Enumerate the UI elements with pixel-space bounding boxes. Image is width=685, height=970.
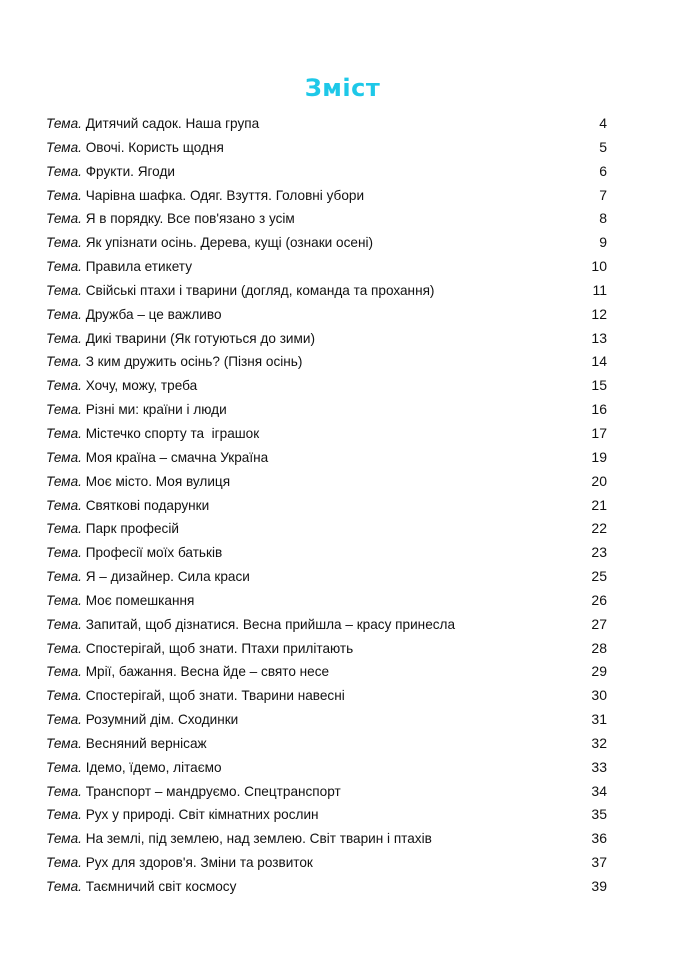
toc-entry-text: Овочі. Користь щодня — [81, 139, 224, 155]
toc-entry-text: Святкові подарунки — [81, 497, 210, 513]
toc-entry — [46, 589, 607, 613]
toc-entry-title — [46, 637, 583, 661]
toc-entry-text: Дружба – це важливо — [81, 306, 222, 322]
toc-entry-page-number: 15 — [591, 377, 607, 394]
toc-entry-prefix: Тема. — [46, 187, 82, 203]
toc-entry-title — [46, 446, 583, 470]
toc-entry-prefix: Тема. — [46, 211, 82, 227]
toc-entry-text: Моє місто. Моя вулиця — [81, 473, 231, 489]
toc-entry-title — [46, 780, 583, 804]
toc-entry-prefix: Тема. — [46, 569, 82, 585]
toc-entry-text: Моя країна – смачна Україна — [81, 449, 269, 465]
toc-entry — [46, 613, 607, 637]
toc-entry-page-number: 11 — [592, 281, 607, 298]
toc-entry-text: Містечко спорту та іграшок — [81, 425, 260, 441]
toc-entry-page-number: 36 — [591, 830, 607, 847]
toc-entry — [46, 255, 607, 279]
toc-entry — [46, 756, 607, 780]
toc-entry-text: Різні ми: країни і люди — [81, 402, 227, 418]
toc-entry — [46, 112, 607, 136]
toc-entry-prefix: Тема. — [46, 640, 82, 656]
toc-entry-title — [46, 613, 583, 637]
toc-entry-title — [46, 803, 583, 827]
toc-entry-text: Як упізнати осінь. Дерева, кущі (ознаки осені) — [81, 235, 374, 251]
toc-entry-prefix: Тема. — [46, 306, 82, 322]
toc-entry-title — [46, 827, 583, 851]
toc-entry-prefix: Тема. — [46, 521, 82, 537]
toc-entry — [46, 470, 607, 494]
toc-entry-title — [46, 303, 583, 327]
toc-entry-page-number: 14 — [591, 353, 607, 370]
toc-entry-title — [46, 589, 583, 613]
toc-entry — [46, 827, 607, 851]
toc-entry-text: Фрукти. Ягоди — [81, 163, 175, 179]
toc-entry-title — [46, 517, 583, 541]
toc-entry — [46, 184, 607, 208]
toc-entry — [46, 732, 607, 756]
toc-entry-page-number: 8 — [599, 210, 607, 227]
toc-entry-prefix: Тема. — [46, 545, 82, 561]
toc-entry-prefix: Тема. — [46, 688, 82, 704]
toc-entry-page-number: 37 — [591, 854, 607, 871]
toc-entry-prefix: Тема. — [46, 616, 82, 632]
toc-entry-text: Дикі тварини (Як готуються до зими) — [81, 330, 315, 346]
toc-entry — [46, 231, 607, 255]
toc-entry-title — [46, 851, 583, 875]
toc-entry-title — [46, 184, 583, 208]
toc-entry-text: Хочу, можу, треба — [81, 378, 198, 394]
toc-entry — [46, 684, 607, 708]
toc-entry-page-number: 22 — [591, 520, 607, 537]
toc-entry-prefix: Тема. — [46, 402, 82, 418]
toc-entry-page-number: 17 — [591, 424, 607, 441]
toc-entry-text: Розумний дім. Сходинки — [81, 712, 239, 728]
toc-entry — [46, 207, 607, 231]
toc-entry-text: Ідемо, їдемо, літаємо — [81, 759, 222, 775]
toc-entry-text: Парк професій — [81, 521, 179, 537]
toc-entry-page-number: 5 — [599, 138, 607, 155]
toc-entry — [46, 327, 607, 351]
toc-entry-page-number: 25 — [591, 568, 607, 585]
toc-entry-prefix: Тема. — [46, 855, 82, 871]
toc-entry-prefix: Тема. — [46, 139, 82, 155]
toc-entry-title — [46, 255, 583, 279]
toc-entry-prefix: Тема. — [46, 664, 82, 680]
toc-entry — [46, 160, 607, 184]
toc-entry-page-number: 16 — [591, 401, 607, 418]
toc-entry-text: Професії моїх батьків — [81, 545, 223, 561]
toc-entry-text: Мрії, бажання. Весна йде – свято несе — [81, 664, 330, 680]
toc-entry-title — [46, 279, 583, 303]
toc-entry-title — [46, 136, 583, 160]
toc-entry — [46, 422, 607, 446]
toc-entry-prefix: Тема. — [46, 259, 82, 275]
toc-entry-page-number: 30 — [591, 687, 607, 704]
toc-entry-text: Рух у природі. Світ кімнатних рослин — [81, 807, 319, 823]
toc-entry-prefix: Тема. — [46, 473, 82, 489]
toc-entry — [46, 374, 607, 398]
page-title: Зміст — [304, 74, 381, 102]
toc-entry — [46, 303, 607, 327]
toc-entry — [46, 136, 607, 160]
toc-entry-page-number: 12 — [591, 305, 607, 322]
toc-entry-title — [46, 708, 583, 732]
toc-entry-prefix: Тема. — [46, 807, 82, 823]
toc-entry — [46, 637, 607, 661]
toc-entry-page-number: 19 — [591, 448, 607, 465]
toc-entry-title — [46, 374, 583, 398]
toc-entry-text: Рух для здоров'я. Зміни та розвиток — [81, 855, 313, 871]
toc-entry-text: Я – дизайнер. Сила краси — [81, 569, 250, 585]
toc-entry-page-number: 29 — [591, 663, 607, 680]
toc-entry — [46, 708, 607, 732]
toc-entry-title — [46, 565, 583, 589]
toc-entry-title — [46, 470, 583, 494]
toc-entry-title — [46, 732, 583, 756]
toc-entry — [46, 446, 607, 470]
toc-entry-text: Запитай, щоб дізнатися. Весна прийшла – красу принесла — [81, 616, 456, 632]
toc-entry-title — [46, 756, 583, 780]
toc-entry-page-number: 35 — [591, 806, 607, 823]
toc-entry — [46, 398, 607, 422]
toc-entry-title — [46, 541, 583, 565]
toc-entry-text: Свійські птахи і тварини (догляд, команда та прохання) — [81, 282, 435, 298]
toc-entry-title — [46, 160, 583, 184]
toc-entry-text: Спостерігай, щоб знати. Тварини навесні — [81, 688, 345, 704]
toc-entry-title — [46, 231, 583, 255]
toc-entry-page-number: 33 — [591, 758, 607, 775]
toc-entry-page-number: 23 — [591, 544, 607, 561]
toc-entry-prefix: Тема. — [46, 425, 82, 441]
toc-entry-page-number: 20 — [591, 472, 607, 489]
toc-entry-title — [46, 112, 583, 136]
toc-entry-prefix: Тема. — [46, 783, 82, 799]
toc-entry-page-number: 34 — [591, 782, 607, 799]
toc-entry — [46, 660, 607, 684]
toc-entry-text: Чарівна шафка. Одяг. Взуття. Головні убори — [81, 187, 365, 203]
toc-entry-prefix: Тема. — [46, 879, 82, 894]
toc-entry-page-number: 31 — [591, 711, 607, 728]
toc-entry-prefix: Тема. — [46, 163, 82, 179]
toc-entry-text: З ким дружить осінь? (Пізня осінь) — [81, 354, 303, 370]
toc-entry — [46, 279, 607, 303]
toc-entry-prefix: Тема. — [46, 735, 82, 751]
toc-entry-prefix: Тема. — [46, 378, 82, 394]
toc-entry — [46, 565, 607, 589]
toc-entry-page-number: 9 — [599, 234, 607, 251]
toc-entry-title — [46, 327, 583, 351]
toc-entry-title — [46, 207, 583, 231]
toc-entry-text: Правила етикету — [81, 259, 192, 275]
toc-entry — [46, 780, 607, 804]
toc-entry-prefix: Тема. — [46, 116, 82, 131]
toc-entry-prefix: Тема. — [46, 354, 82, 370]
toc-entry-title — [46, 350, 583, 374]
toc-entry-page-number: 26 — [591, 591, 607, 608]
toc-entry-text: Транспорт – мандруємо. Спецтранспорт — [81, 783, 341, 799]
toc-entry — [46, 541, 607, 565]
toc-entry-title — [46, 398, 583, 422]
toc-entry-page-number: 27 — [591, 615, 607, 632]
toc-entry-text: Моє помешкання — [81, 592, 195, 608]
toc-entry-text: Дитячий садок. Наша група — [81, 116, 260, 131]
toc-entry-text: Я в порядку. Все пов'язано з усім — [81, 211, 295, 227]
toc-entry-prefix: Тема. — [46, 330, 82, 346]
toc-entry — [46, 851, 607, 875]
toc-entry-prefix: Тема. — [46, 759, 82, 775]
toc-entry-text: Спостерігай, щоб знати. Птахи прилітають — [81, 640, 354, 656]
toc-entry-prefix: Тема. — [46, 449, 82, 465]
toc-entry — [46, 875, 607, 899]
toc-entry-page-number: 13 — [591, 329, 607, 346]
table-of-contents — [46, 112, 607, 899]
toc-entry — [46, 517, 607, 541]
toc-entry-page-number: 7 — [599, 186, 607, 203]
toc-entry-prefix: Тема. — [46, 235, 82, 251]
toc-entry-page-number: 32 — [591, 734, 607, 751]
toc-entry-text: Весняний вернісаж — [81, 735, 207, 751]
toc-entry-prefix: Тема. — [46, 831, 82, 847]
toc-entry-page-number: 21 — [591, 496, 607, 513]
toc-entry-text: Таємничий світ космосу — [81, 879, 237, 894]
toc-entry-prefix: Тема. — [46, 497, 82, 513]
toc-entry-title — [46, 422, 583, 446]
toc-entry-title — [46, 660, 583, 684]
toc-entry-text: На землі, під землею, над землею. Світ тварин і птахів — [81, 831, 432, 847]
toc-entry — [46, 803, 607, 827]
toc-entry — [46, 494, 607, 518]
toc-entry-page-number: 28 — [591, 639, 607, 656]
toc-entry-prefix: Тема. — [46, 282, 82, 298]
toc-entry-prefix: Тема. — [46, 712, 82, 728]
toc-entry-prefix: Тема. — [46, 592, 82, 608]
toc-entry — [46, 350, 607, 374]
toc-entry-page-number: 4 — [599, 115, 607, 131]
toc-entry-title — [46, 875, 583, 899]
toc-entry-page-number: 39 — [591, 878, 607, 894]
toc-entry-title — [46, 684, 583, 708]
toc-entry-page-number: 6 — [599, 162, 607, 179]
toc-entry-title — [46, 494, 583, 518]
toc-entry-page-number: 10 — [591, 258, 607, 275]
